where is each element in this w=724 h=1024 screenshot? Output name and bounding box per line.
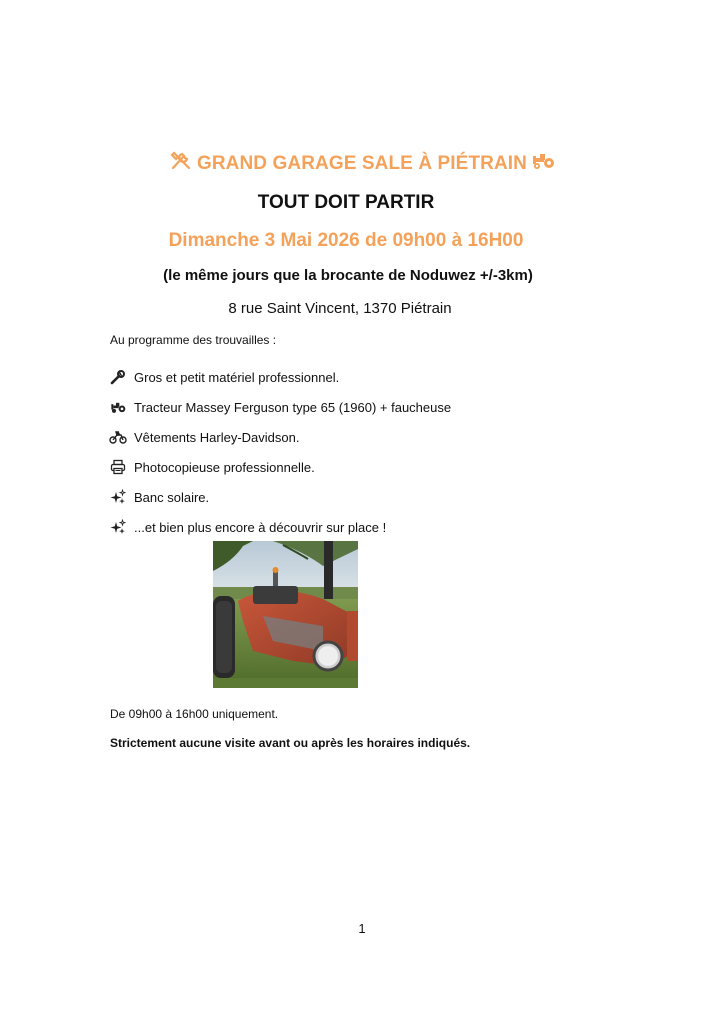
item-label: ...et bien plus encore à découvrir sur place ! [134,519,387,535]
sparkles-icon [108,519,128,535]
hours-note: De 09h00 à 16h00 uniquement. [110,707,279,721]
tractor-photo [213,541,358,688]
motorcycle-icon [108,429,128,445]
event-address: 8 rue Saint Vincent, 1370 Piétrain [228,300,452,317]
list-item [108,482,451,512]
sparkles-icon [108,489,128,505]
tractor-icon [531,152,555,176]
tractor-icon [108,399,128,415]
wrench-icon [108,369,128,385]
item-label: Photocopieuse professionnelle. [134,459,315,475]
page-number: 1 [358,921,366,936]
program-heading: Au programme des trouvailles : [110,333,277,347]
printer-icon [108,459,128,475]
item-label: Gros et petit matériel professionnel. [134,369,340,385]
event-date: Dimanche 3 Mai 2026 de 09h00 à 16H00 [168,230,524,251]
item-label: Vêtements Harley-Davidson. [134,429,300,445]
list-item [108,422,451,452]
list-item [108,362,451,392]
list-item [108,452,451,482]
item-label: Banc solaire. [134,489,210,505]
event-note: (le même jours que la brocante de Noduwez +/-3km) [163,267,533,284]
title-text: GRAND GARAGE SALE À PIÉTRAIN [196,153,528,175]
page-title [0,150,724,178]
tools-icon [169,150,193,178]
list-item [108,392,451,422]
list-item [108,512,451,542]
items-list [108,362,451,542]
item-label: Tracteur Massey Ferguson type 65 (1960) + faucheuse [134,399,452,415]
subtitle: TOUT DOIT PARTIR [257,192,435,213]
strict-note: Strictement aucune visite avant ou après les horaires indiqués. [110,736,471,750]
